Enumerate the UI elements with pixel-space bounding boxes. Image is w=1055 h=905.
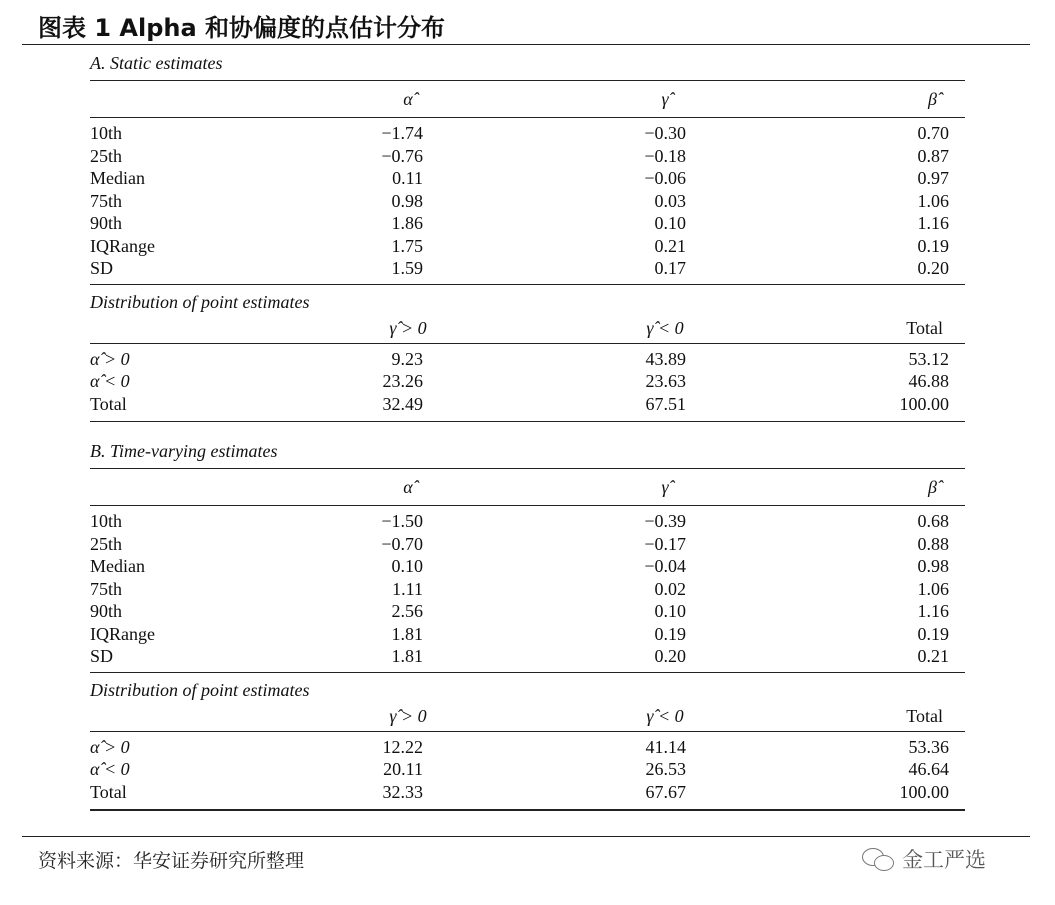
panel-a-dist-header bbox=[90, 313, 965, 343]
panel-a-dist-title: Distribution of point estimates bbox=[90, 291, 310, 312]
table-row: Median 0.10 −0.04 0.98 bbox=[90, 556, 949, 576]
table-row: 90th 1.86 0.10 1.16 bbox=[90, 213, 949, 233]
panel-b-title: B. Time-varying estimates bbox=[90, 441, 278, 461]
table-row: α̂ > 0 9.23 43.89 53.12 bbox=[90, 348, 949, 369]
panel-a-title: A. Static estimates bbox=[90, 53, 223, 73]
panel-b-dist-title: Distribution of point estimates bbox=[90, 679, 310, 700]
brand-text: 金工严选 bbox=[902, 848, 986, 872]
panel-a-header-rule bbox=[90, 117, 965, 118]
table-row: IQRange 1.75 0.21 0.19 bbox=[90, 235, 949, 256]
header-alpha: α̂ bbox=[403, 89, 413, 109]
table-row: 10th −1.74 −0.30 0.70 bbox=[90, 123, 949, 143]
table-row: α̂ > 0 12.22 41.14 53.36 bbox=[90, 736, 949, 757]
table-row: 25th −0.76 −0.18 0.87 bbox=[90, 145, 949, 166]
footer-rule bbox=[22, 836, 1030, 837]
panel-b-dist-rule bbox=[90, 731, 965, 732]
panel-b bbox=[90, 440, 965, 811]
dist-header-total: Total bbox=[906, 705, 943, 726]
header-alpha: α̂ bbox=[403, 477, 413, 497]
brand-watermark bbox=[862, 844, 986, 874]
header-beta: β̂ bbox=[928, 477, 937, 497]
wechat-icon bbox=[862, 846, 896, 872]
top-rule bbox=[22, 44, 1030, 45]
panel-a bbox=[90, 52, 965, 422]
panel-a-mid-rule bbox=[90, 284, 965, 285]
panel-a-bottom-rule bbox=[90, 421, 965, 422]
table-row: SD 1.81 0.20 0.21 bbox=[90, 646, 949, 666]
header-beta: β̂ bbox=[928, 89, 937, 109]
table-row: 75th 1.11 0.02 1.06 bbox=[90, 578, 949, 599]
table-row: Median 0.11 −0.06 0.97 bbox=[90, 168, 949, 188]
table-row: α̂ < 0 20.11 26.53 46.64 bbox=[90, 759, 949, 779]
dist-header-gamma-pos: γ̂ > 0 bbox=[389, 705, 427, 726]
table-row: IQRange 1.81 0.19 0.19 bbox=[90, 623, 949, 644]
panel-b-dist-header bbox=[90, 701, 965, 731]
table-row: α̂ < 0 23.26 23.63 46.88 bbox=[90, 371, 949, 391]
panel-a-header bbox=[90, 81, 965, 117]
panel-a-dist-rule bbox=[90, 343, 965, 344]
panel-a-rows bbox=[90, 122, 965, 280]
panel-b-mid-rule bbox=[90, 672, 965, 673]
panel-b-header bbox=[90, 469, 965, 505]
dist-header-gamma-pos: γ̂ > 0 bbox=[389, 317, 427, 338]
table-row: Total 32.49 67.51 100.00 bbox=[90, 393, 949, 414]
table-row: 10th −1.50 −0.39 0.68 bbox=[90, 511, 949, 531]
header-gamma: γ̂ bbox=[661, 89, 669, 109]
dist-header-total: Total bbox=[906, 317, 943, 338]
header-gamma: γ̂ bbox=[661, 477, 669, 497]
table-row: Total 32.33 67.67 100.00 bbox=[90, 781, 949, 802]
dist-header-gamma-neg: γ̂ < 0 bbox=[646, 705, 684, 726]
panel-b-bottom-rule bbox=[90, 809, 965, 811]
table-row: 90th 2.56 0.10 1.16 bbox=[90, 601, 949, 621]
figure-title: 图表 1 Alpha 和协偏度的点估计分布 bbox=[38, 14, 446, 42]
panel-b-rows bbox=[90, 510, 965, 668]
table-row: SD 1.59 0.17 0.20 bbox=[90, 258, 949, 278]
table-row: 25th −0.70 −0.17 0.88 bbox=[90, 533, 949, 554]
panel-b-header-rule bbox=[90, 505, 965, 506]
source-note: 资料来源：华安证券研究所整理 bbox=[38, 850, 305, 872]
table-row: 75th 0.98 0.03 1.06 bbox=[90, 190, 949, 211]
dist-header-gamma-neg: γ̂ < 0 bbox=[646, 317, 684, 338]
